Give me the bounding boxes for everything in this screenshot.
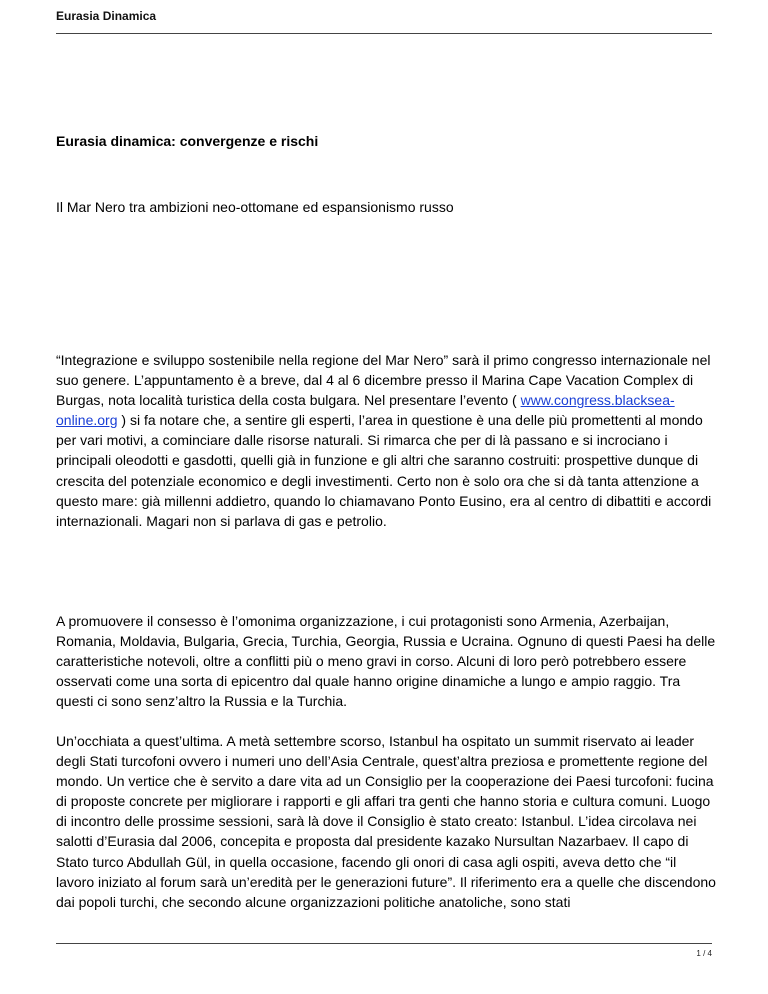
- paragraph-member-states: A promuovere il consesso è l’omonima organizzazione, i cui protagonisti sono Armenia, Azerbaijan, Romania, Moldavia, Bulgaria, Grecia, Turchia, Georgia, Russia e Ucraina. Ognuno di questi Paesi ha delle caratteristiche notevoli, oltre a conflitti più o meno gravi in corso. Alcuni di loro però potrebbero essere osservati come una sorta di epicentro dal quale hanno origine dinamiche a lungo e ampio raggio. Tra questi ci sono senz’altro la Russia e la Turchia.: [56, 613, 716, 710]
- paragraph-turkey-summit: Un’occhiata a quest’ultima. A metà settembre scorso, Istanbul ha ospitato un summit riservato ai leader degli Stati turcofoni ovvero i numeri uno dell’Asia Centrale, quest’altra preziosa e promettente regione del mondo. Un vertice che è servito a dare vita ad un Consiglio per la cooperazione dei Paesi turcofoni: fucina di proposte concrete per migliorare i rapporti e gli affari tra genti che hanno storia e cultura comuni. Luogo di incontro delle prossime sessioni, sarà là dove il Consiglio è stato creato: Istanbul. L’idea circolava nei salotti d’Eurasia dal 2006, concepita e proposta dal presidente kazako Nursultan Nazarbaev. Il capo di Stato turco Abdullah Gül, in quella occasione, facendo gli onori di casa agli ospiti, aveva detto che “il lavoro iniziato al forum sarà un’eredità per le generazioni future”. Il riferimento era a quelle che discendono dai popoli turchi, che secondo alcune organizzazioni politiche anatoliche, sono stati: [56, 733, 716, 910]
- page-number: 1 / 4: [696, 949, 712, 958]
- paragraph-intro: [56, 350, 718, 531]
- header-divider: [56, 33, 712, 34]
- article-title: Eurasia dinamica: convergenze e rischi: [56, 133, 319, 149]
- paragraph-intro-text-after: ) si fa notare che, a sentire gli esperti, l’area in questione è una delle più promettenti al mondo per vari motivi, a cominciare dalle risorse naturali. Si rimarca che per di là passano e si incrociano i principali oleodotti e gasdotti, quelli già in funzione e gli altri che saranno costruiti: prospettive dunque di crescita del potenziale economico e degli investimenti. Certo non è solo ora che si dà tanta attenzione a questo mare: già millenni addietro, quando lo chiamavano Ponto Eusino, era al centro di dibattiti e accordi internazionali. Magari non si parlava di gas e petrolio.: [56, 412, 712, 529]
- running-header: Eurasia Dinamica: [56, 9, 157, 23]
- paragraph-intro-text-before: “Integrazione e sviluppo sostenibile nella regione del Mar Nero” sarà il primo congresso internazionale nel suo genere. L’appuntamento è a breve, dal 4 al 6 dicembre presso il Marina Cape Vacation Complex di Burgas, nota località turistica della costa bulgara. Nel presentare l’evento (: [56, 352, 711, 409]
- article-subtitle: Il Mar Nero tra ambizioni neo-ottomane ed espansionismo russo: [56, 199, 454, 215]
- footer-divider: [56, 943, 712, 944]
- congress-website-link[interactable]: www.congress.blacksea-online.org: [56, 392, 675, 429]
